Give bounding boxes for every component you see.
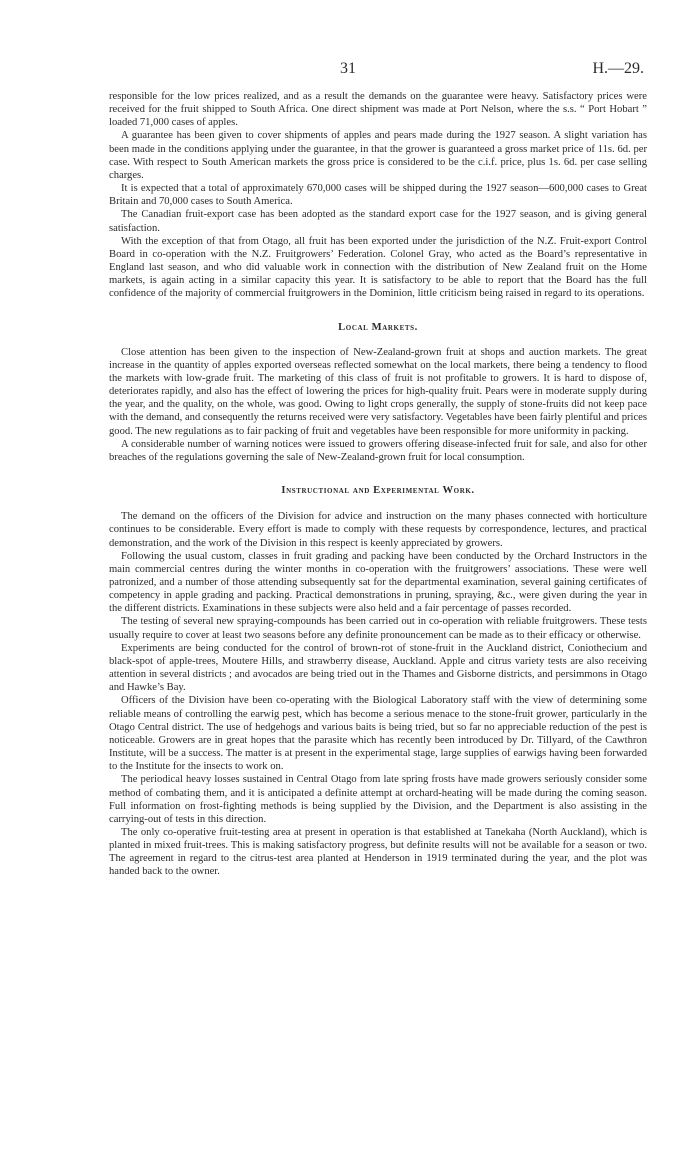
- paragraph: Close attention has been given to the inspection of New-Zealand-grown fruit at shops and auction markets. The great increase in the quantity of apples exported overseas reflected somewhat on the local markets, there being a tendency to flood the markets with low-grade fruit. The marketing of this class of fruit is not profitable to growers. It is hard to dispose of, deteriorates rapidly, and also has the effect of lowering the prices for high-quality fruit. Pears were in moderate supply during the year, and the quality, on the whole, was good. Owing to light crops generally, the supply of stone-fruits did not keep pace with the demand, and consequently the returns received were very satisfactory. Vegetables have been fairly plentiful and prices good. The new regulations as to fair packing of fruit and vegetables have been responsible for more uniformity in packing.: [109, 346, 647, 437]
- paragraph: Officers of the Division have been co-operating with the Biological Laboratory staff with the view of determining some reliable means of controlling the earwig pest, which has become a serious menace to the stone-fruit grower, particularly in the Otago Central district. The use of hedgehogs and various baits is being tried, but so far no appreciable reduction of the pest is noticeable. Growers are in great hopes that the parasite which has recently been introduced by Dr. Tillyard, of the Cawthron Institute, will be a success. The matter is at present in the experimental stage, large supplies of earwigs having been forwarded to the Institute for the insects to work on.: [109, 695, 647, 773]
- paragraph: The testing of several new spraying-compounds has been carried out in co-operation with reliable fruitgrowers. These tests usually require to cover at least two seasons before any definite pronouncement can be made as to their efficacy or otherwise.: [109, 616, 647, 641]
- page-header: [0, 60, 700, 82]
- paragraph: responsible for the low prices realized, and as a result the demands on the guarantee were heavy. Satisfactory prices were received for the fruit shipped to South Africa. One direct shipment was made at Port Nelson, where the s.s. “ Port Hobart ” loaded 71,000 cases of apples.: [109, 91, 647, 129]
- paragraph: The periodical heavy losses sustained in Central Otago from late spring frosts have made growers seriously consider some method of combating them, and it is anticipated a definite attempt at orchard-heating will be made during the coming season. Full information on frost-fighting methods is being supplied by the Division, and the Department is also assisting in the carrying-out of tests in this direction.: [109, 774, 647, 825]
- section-heading-instructional-work: Instructional and Experimental Work.: [281, 485, 475, 497]
- paragraph: Experiments are being conducted for the control of brown-rot of stone-fruit in the Auckland district, Coniothecium and black-spot of apple-trees, Moutere Hills, and strawberry disease, Auckland. Apple and citrus variety tests are also receiving attention in several districts ; and avocados are being tried out in the Thames and Gisborne districts, and persimmons in Otago and Hawke’s Bay.: [109, 642, 647, 694]
- paragraph: It is expected that a total of approximately 670,000 cases will be shipped during the 1927 season—600,000 cases to Great Britain and 70,000 cases to South America.: [109, 183, 647, 208]
- paragraph: The Canadian fruit-export case has been adopted as the standard export case for the 1927 season, and is giving general satisfaction.: [109, 209, 647, 234]
- paragraph: The demand on the officers of the Division for advice and instruction on the many phases connected with horticulture continues to be considerable. Every effort is made to comply with these requests by correspondence, lectures, and practical demonstration, and the work of the Division in this respect is keenly appreciated by growers.: [109, 511, 647, 549]
- section-heading-local-markets: Local Markets.: [338, 321, 418, 333]
- paragraph: The only co-operative fruit-testing area at present in operation is that established at Tanekaha (North Auckland), which is planted in mixed fruit-trees. This is making satisfactory progress, but definite results will not be available for a season or two. The agreement in regard to the citrus-test area planted at Henderson in 1919 terminated during the year, and the plot was handed back to the owner.: [109, 826, 647, 878]
- paragraph: With the exception of that from Otago, all fruit has been exported under the jurisdiction of the N.Z. Fruit-export Control Board in co-operation with the N.Z. Fruitgrowers’ Federation. Colonel Gray, who acted as the Board’s representative in England last season, and who did valuable work in connection with the distribution of New Zealand fruit on the Home markets, is again acting in a similar capacity this year. It is satisfactory to be able to report that the Board has the full confidence of the majority of commercial fruitgrowers in the Dominion, little criticism being raised in regard to its operations.: [109, 235, 647, 300]
- document-reference: H.—29.: [592, 60, 644, 77]
- page-number: 31: [340, 60, 356, 77]
- paragraph: A considerable number of warning notices were issued to growers offering disease-infected fruit for sale, and also for other breaches of the regulations governing the sale of New-Zealand-grown fruit for local consumption.: [109, 438, 647, 463]
- paragraph: A guarantee has been given to cover shipments of apples and pears made during the 1927 season. A slight variation has been made in the conditions applying under the guarantee, in that the grower is guaranteed a gross market price of 11s. 6d. per case. With respect to South American markets the gross price is considered to be the c.i.f. price, plus 1s. 6d. per case selling charges.: [109, 130, 647, 181]
- paragraph: Following the usual custom, classes in fruit grading and packing have been conducted by the Orchard Instructors in the main commercial centres during the winter months in co-operation with the fruitgrowers’ associations. These were well patronized, and a number of those attending subsequently sat for the departmental examination, several gaining certificates of competency in apple grading and packing. Practical demonstrations in pruning, spraying, &c., were given during the year in the different districts. Examinations in these subjects were also held and a fair percentage of passes recorded.: [109, 550, 647, 615]
- body-text: [109, 90, 647, 879]
